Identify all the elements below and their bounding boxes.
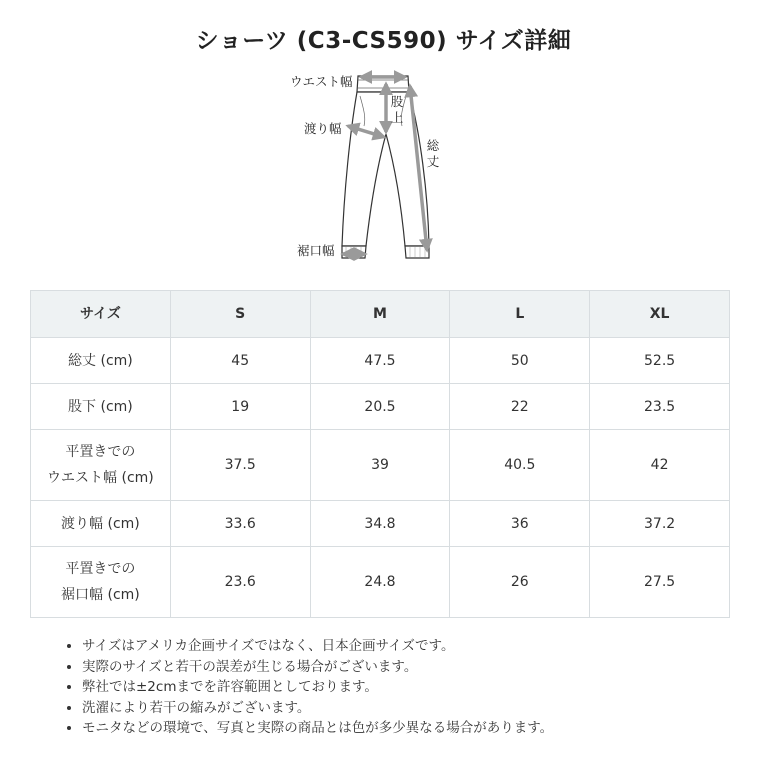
header-size: サイズ: [31, 291, 171, 338]
list-item: • サイズはアメリカ企画サイズではなく、日本企画サイズです。: [82, 636, 553, 657]
table-cell: 36: [450, 501, 590, 547]
table-cell: 26: [450, 547, 590, 618]
waist-label: ウエスト幅: [290, 74, 353, 89]
notes-list: [62, 636, 553, 739]
table-cell: 40.5: [450, 430, 590, 501]
rise-label: 股上: [390, 94, 404, 125]
list-item: • 実際のサイズと若干の誤差が生じる場合がございます。: [82, 657, 553, 678]
table-cell: 37.5: [170, 430, 310, 501]
table-cell: 50: [450, 338, 590, 384]
table-header-row: [31, 291, 730, 338]
pants-size-diagram: [280, 62, 460, 272]
size-table: [30, 290, 730, 618]
table-cell: 52.5: [590, 338, 730, 384]
row-label: 総丈 (cm): [31, 338, 171, 384]
table-cell: 23.6: [170, 547, 310, 618]
length-label: 総丈: [426, 138, 440, 169]
table-row: [31, 430, 730, 501]
table-cell: 20.5: [310, 384, 450, 430]
table-cell: 37.2: [590, 501, 730, 547]
row-label: 平置きでの ウエスト幅 (cm): [31, 430, 171, 501]
table-cell: 45: [170, 338, 310, 384]
table-cell: 42: [590, 430, 730, 501]
table-row: [31, 501, 730, 547]
row-label: 渡り幅 (cm): [31, 501, 171, 547]
table-row: [31, 338, 730, 384]
table-cell: 27.5: [590, 547, 730, 618]
table-cell: 34.8: [310, 501, 450, 547]
table-row: [31, 384, 730, 430]
list-item: • 弊社では±2cmまでを許容範囲としております。: [82, 677, 553, 698]
thigh-label: 渡り幅: [304, 121, 342, 136]
table-cell: 23.5: [590, 384, 730, 430]
row-label: 平置きでの 裾口幅 (cm): [31, 547, 171, 618]
row-label: 股下 (cm): [31, 384, 171, 430]
table-cell: 33.6: [170, 501, 310, 547]
table-cell: 22: [450, 384, 590, 430]
table-cell: 47.5: [310, 338, 450, 384]
header-m: M: [310, 291, 450, 338]
table-cell: 24.8: [310, 547, 450, 618]
list-item: • 洗濯により若干の縮みがございます。: [82, 698, 553, 719]
table-cell: 19: [170, 384, 310, 430]
table-row: [31, 547, 730, 618]
hem-label: 裾口幅: [297, 243, 335, 258]
list-item: • モニタなどの環境で、写真と実際の商品とは色が多少異なる場合があります。: [82, 718, 553, 739]
table-cell: 39: [310, 430, 450, 501]
header-l: L: [450, 291, 590, 338]
header-s: S: [170, 291, 310, 338]
header-xl: XL: [590, 291, 730, 338]
page-title: ショーツ (C3-CS590) サイズ詳細: [195, 28, 572, 54]
